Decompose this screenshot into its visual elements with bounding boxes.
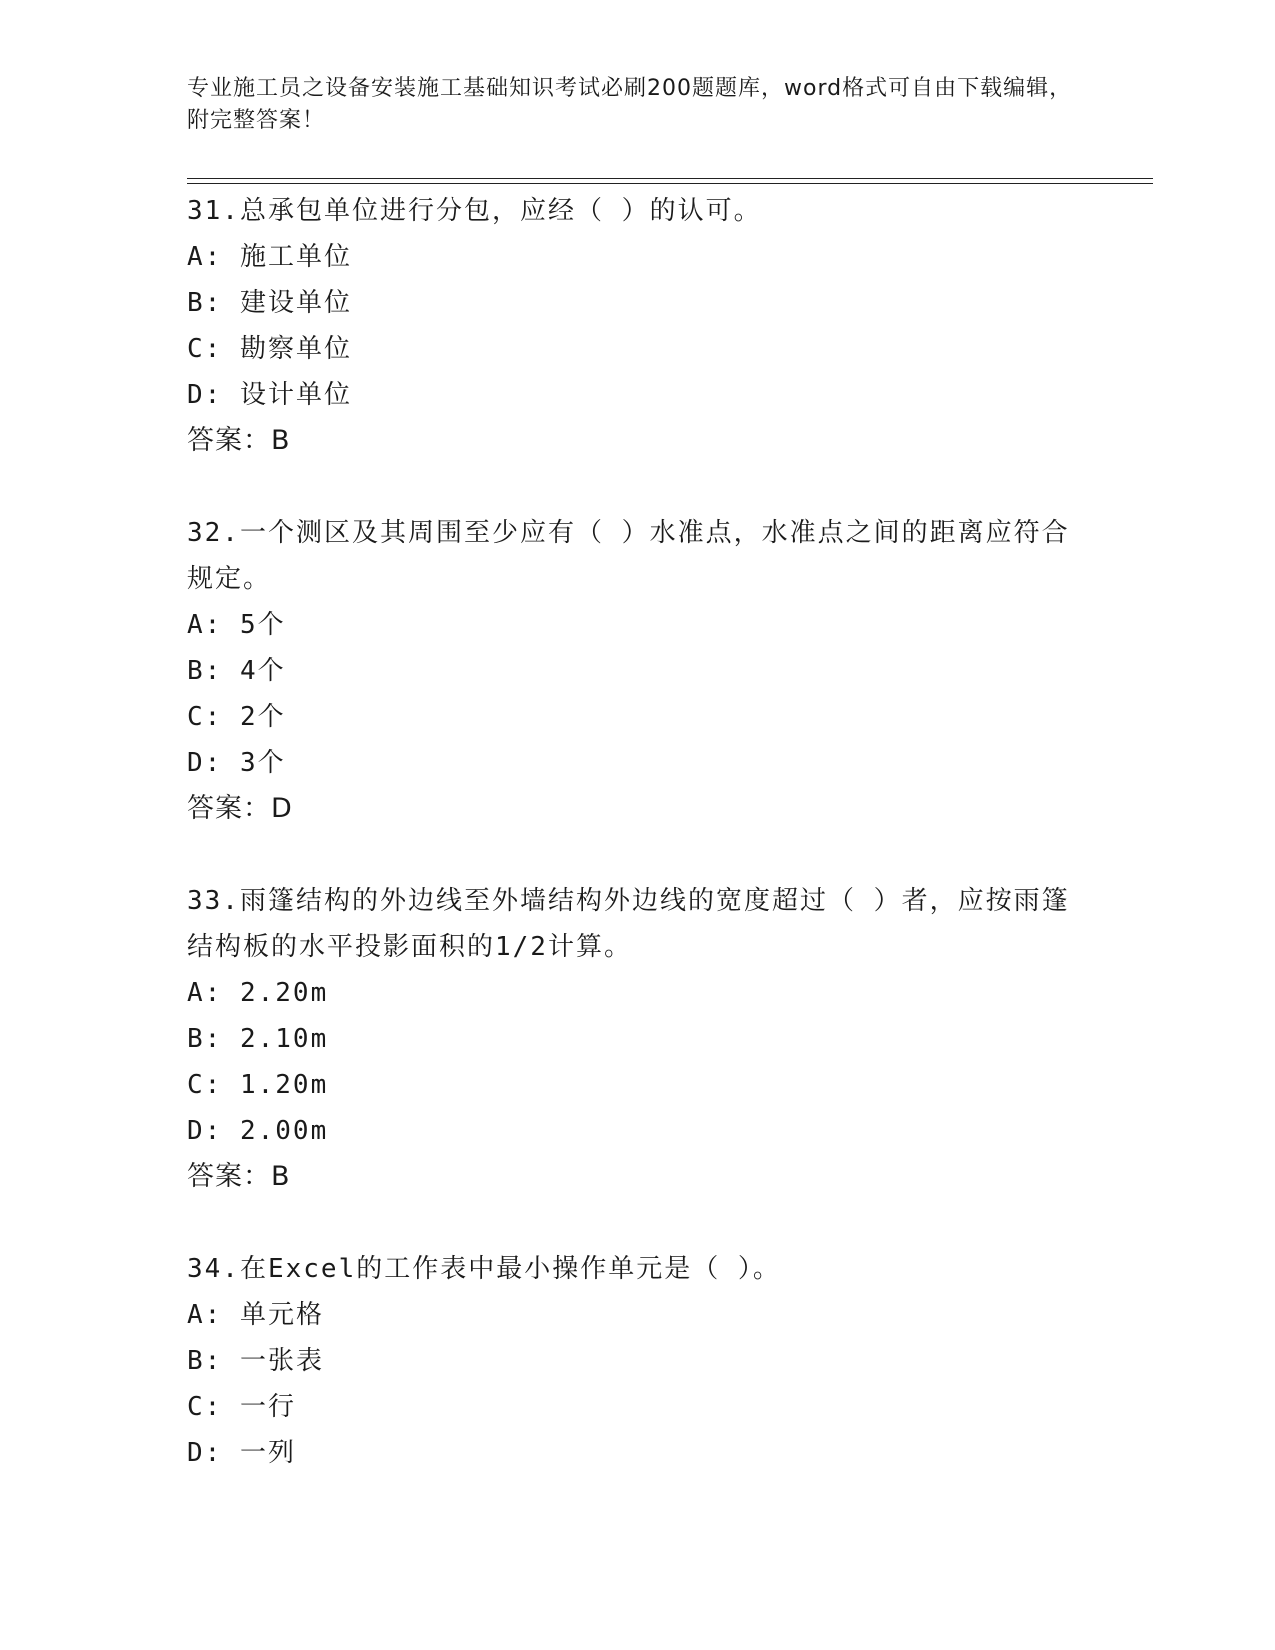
question-text: 33.雨篷结构的外边线至外墙结构外边线的宽度超过（ ）者，应按雨篷结构板的水平投影面积的1/2计算。 [187, 886, 1070, 962]
option-c: C: 一行 [187, 1392, 296, 1422]
option-c: C: 勘察单位 [187, 334, 352, 364]
question-33 [187, 878, 1087, 1200]
option-d: D: 3个 [187, 748, 286, 778]
question-31 [187, 188, 1087, 464]
document-header: 专业施工员之设备安装施工基础知识考试必刷200题题库，word格式可自由下载编辑，附完整答案！ [187, 76, 1073, 133]
option-d: D: 设计单位 [187, 380, 352, 410]
option-a: A: 5个 [187, 610, 286, 640]
header-divider-bottom [187, 183, 1153, 184]
answer: 答案：B [187, 425, 291, 456]
option-a: A: 单元格 [187, 1300, 324, 1330]
answer: 答案：D [187, 793, 293, 824]
question-text: 32.一个测区及其周围至少应有（ ）水准点，水准点之间的距离应符合规定。 [187, 518, 1070, 594]
answer: 答案：B [187, 1161, 291, 1192]
option-c: C: 1.20m [187, 1070, 329, 1100]
option-b: B: 4个 [187, 656, 286, 686]
option-b: B: 建设单位 [187, 288, 352, 318]
question-32 [187, 510, 1087, 832]
option-a: A: 施工单位 [187, 242, 352, 272]
question-text: 31.总承包单位进行分包，应经（ ）的认可。 [187, 196, 762, 226]
option-c: C: 2个 [187, 702, 286, 732]
option-d: D: 2.00m [187, 1116, 329, 1146]
option-d: D: 一列 [187, 1438, 296, 1468]
question-text: 34.在Excel的工作表中最小操作单元是（ ）。 [187, 1254, 781, 1284]
question-34 [187, 1246, 1087, 1476]
option-b: B: 一张表 [187, 1346, 324, 1376]
option-a: A: 2.20m [187, 978, 329, 1008]
option-b: B: 2.10m [187, 1024, 329, 1054]
question-list [187, 188, 1087, 1476]
header-divider-top [187, 178, 1153, 179]
